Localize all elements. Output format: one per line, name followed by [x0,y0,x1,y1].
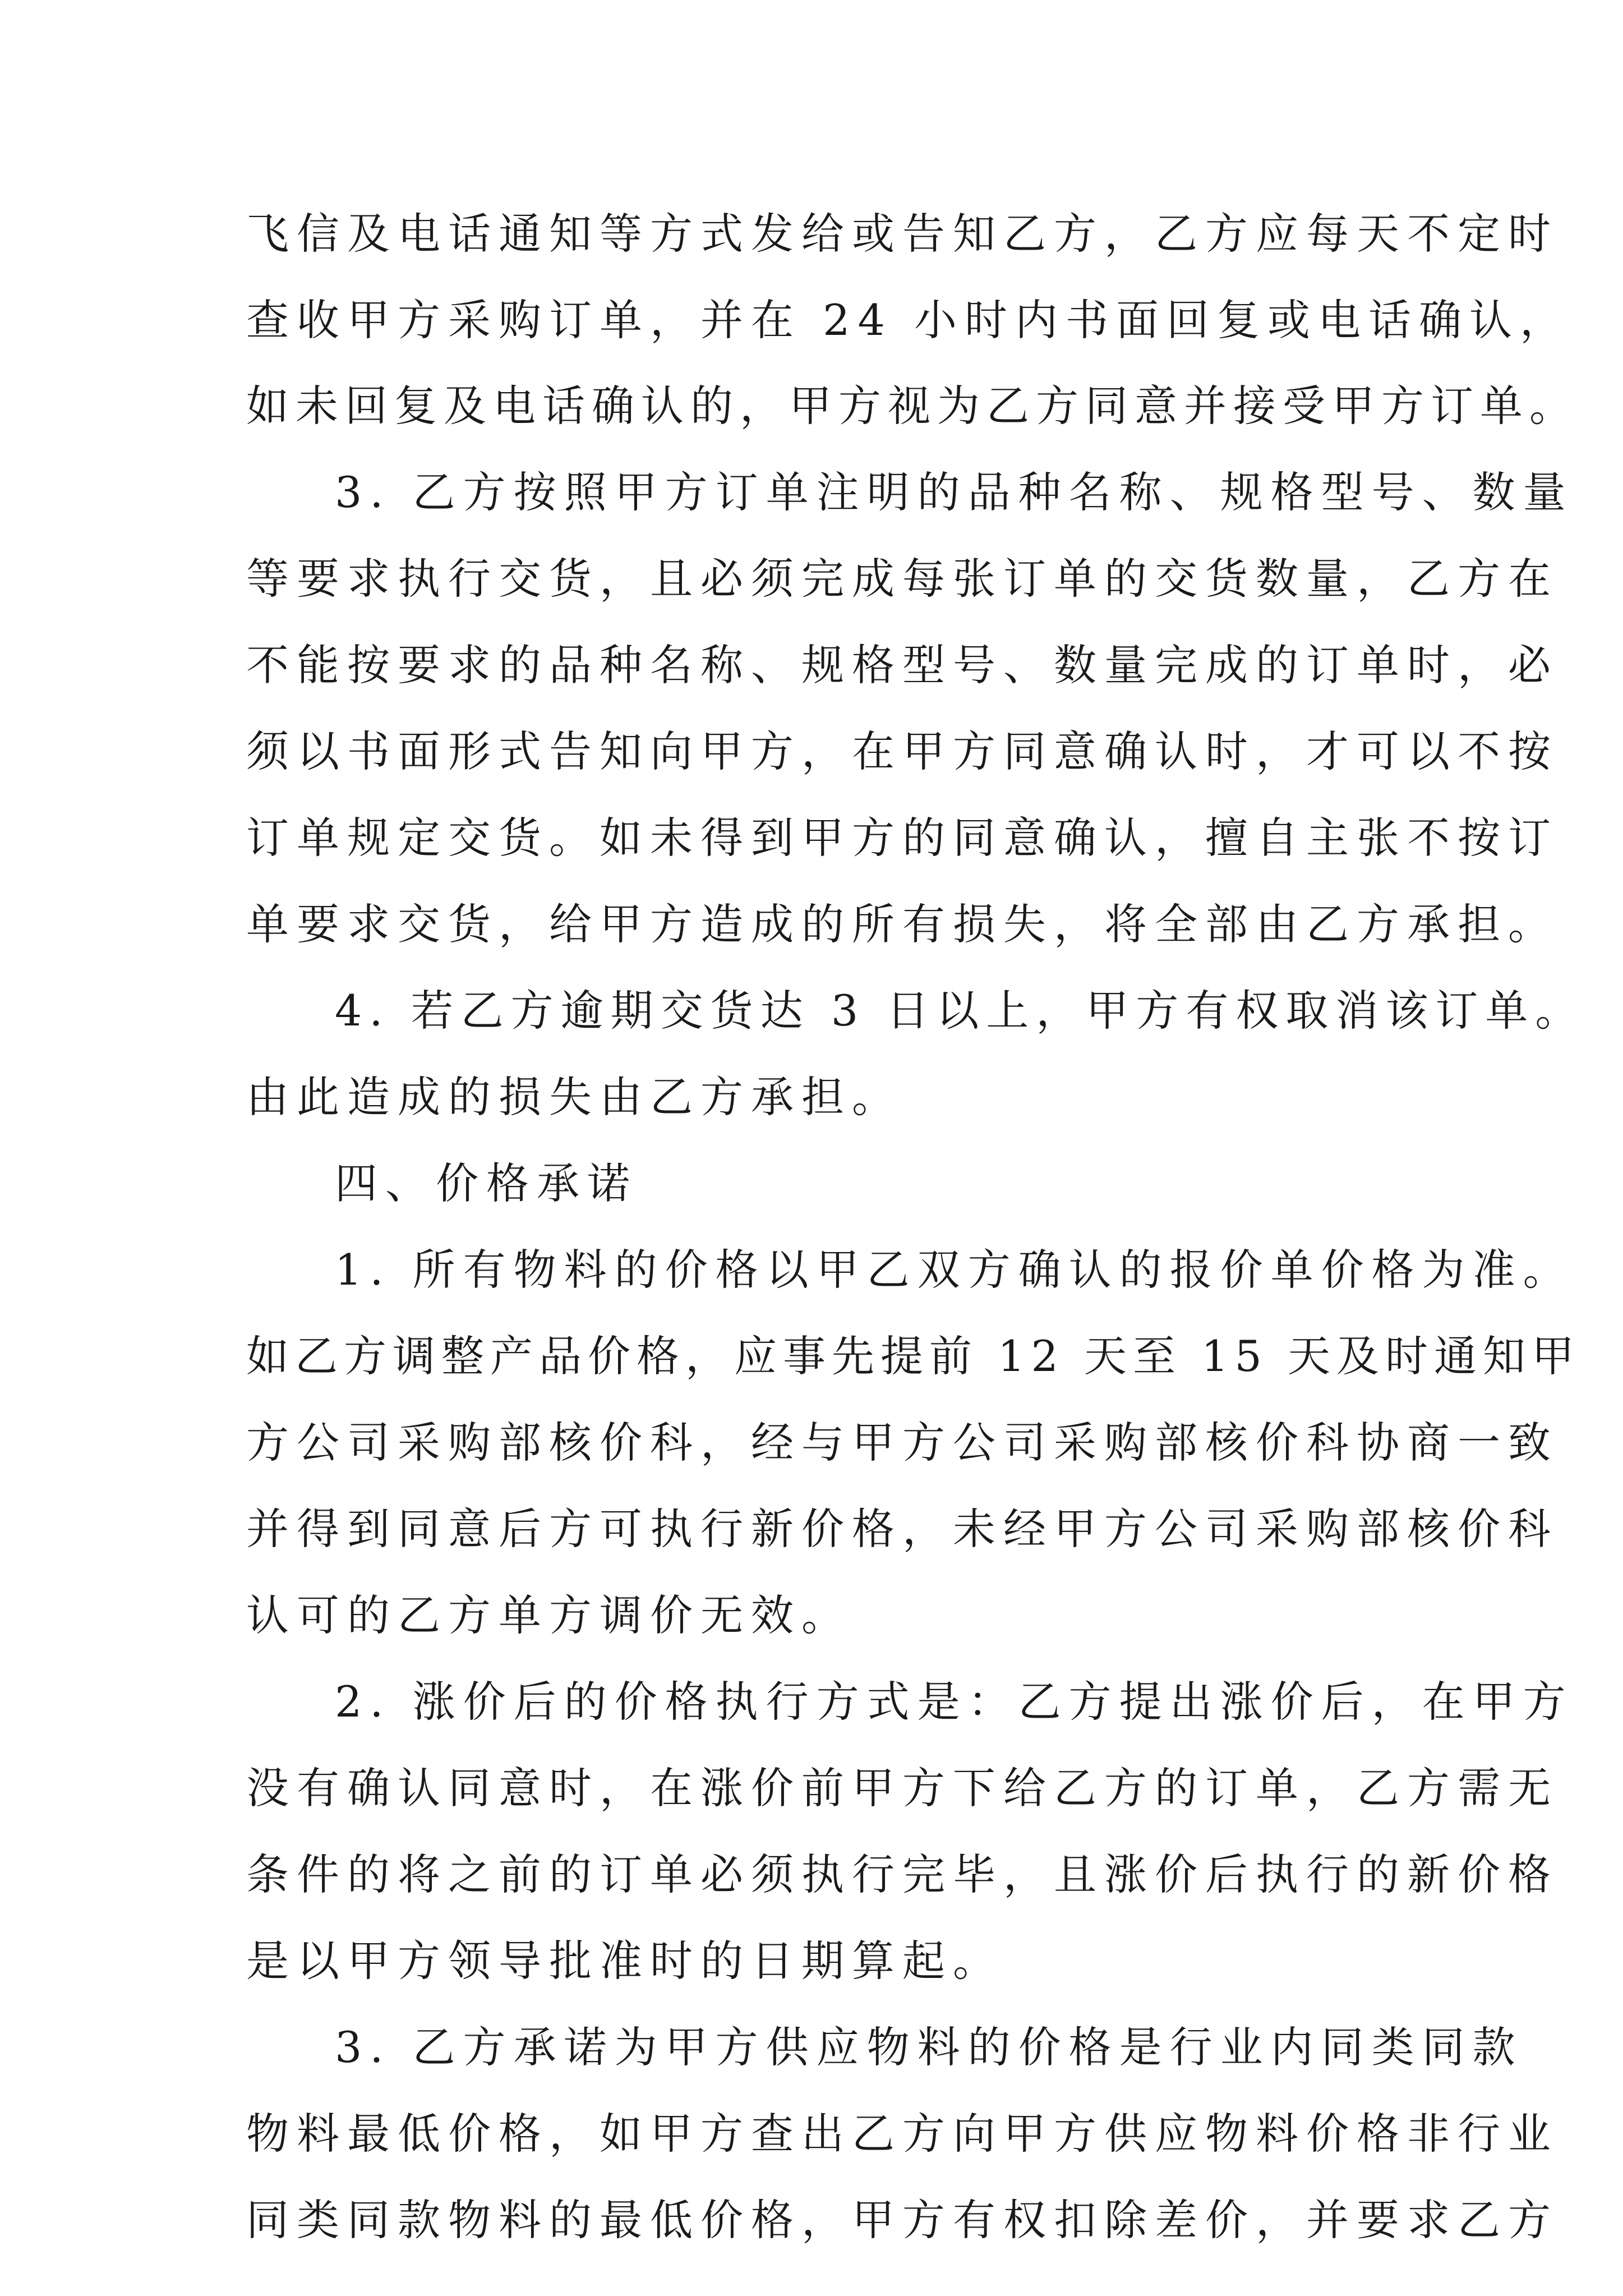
text-line: 3. 乙方按照甲方订单注明的品种名称、规格型号、数量 [335,467,1574,517]
text-line: 不能按要求的品种名称、规格型号、数量完成的订单时，必 [246,640,1559,690]
text-line: 2. 涨价后的价格执行方式是：乙方提出涨价后，在甲方 [335,1677,1574,1727]
section-heading: 四、价格承诺 [335,1158,638,1208]
text-line: 由此造成的损失由乙方承担。 [246,1072,902,1122]
text-line: 3. 乙方承诺为甲方供应物料的价格是行业内同类同款 [335,2022,1523,2072]
text-line: 并得到同意后方可执行新价格，未经甲方公司采购部核价科 [246,1504,1559,1554]
text-line: 单要求交货，给甲方造成的所有损失，将全部由乙方承担。 [246,899,1559,949]
text-line: 同类同款物料的最低价格，甲方有权扣除差价，并要求乙方 [246,2195,1559,2245]
text-line: 等要求执行交货，且必须完成每张订单的交货数量，乙方在 [246,554,1559,604]
text-line: 物料最低价格，如甲方查出乙方向甲方供应物料价格非行业 [246,2109,1559,2159]
text-line: 方公司采购部核价科，经与甲方公司采购部核价科协商一致 [246,1418,1559,1467]
text-line: 1. 所有物料的价格以甲乙双方确认的报价单价格为准。 [335,1245,1574,1295]
text-line: 如乙方调整产品价格，应事先提前 12 天至 15 天及时通知甲 [246,1331,1581,1381]
text-line: 订单规定交货。如未得到甲方的同意确认，擅自主张不按订 [246,813,1559,863]
text-line: 没有确认同意时，在涨价前甲方下给乙方的订单，乙方需无 [246,1763,1559,1813]
text-line: 条件的将之前的订单必须执行完毕，且涨价后执行的新价格 [246,1849,1559,1899]
text-line: 飞信及电话通知等方式发给或告知乙方，乙方应每天不定时 [246,209,1559,259]
text-line: 如未回复及电话确认的，甲方视为乙方同意并接受甲方订单。 [246,381,1579,431]
text-line: 4. 若乙方逾期交货达 3 日以上，甲方有权取消该订单。 [335,986,1585,1036]
text-line: 查收甲方采购订单，并在 24 小时内书面回复或电话确认， [246,295,1571,345]
text-line: 认可的乙方单方调价无效。 [246,1590,852,1640]
text-line: 是以甲方领导批准时的日期算起。 [246,1936,1003,1986]
text-line: 须以书面形式告知向甲方，在甲方同意确认时，才可以不按 [246,726,1559,776]
